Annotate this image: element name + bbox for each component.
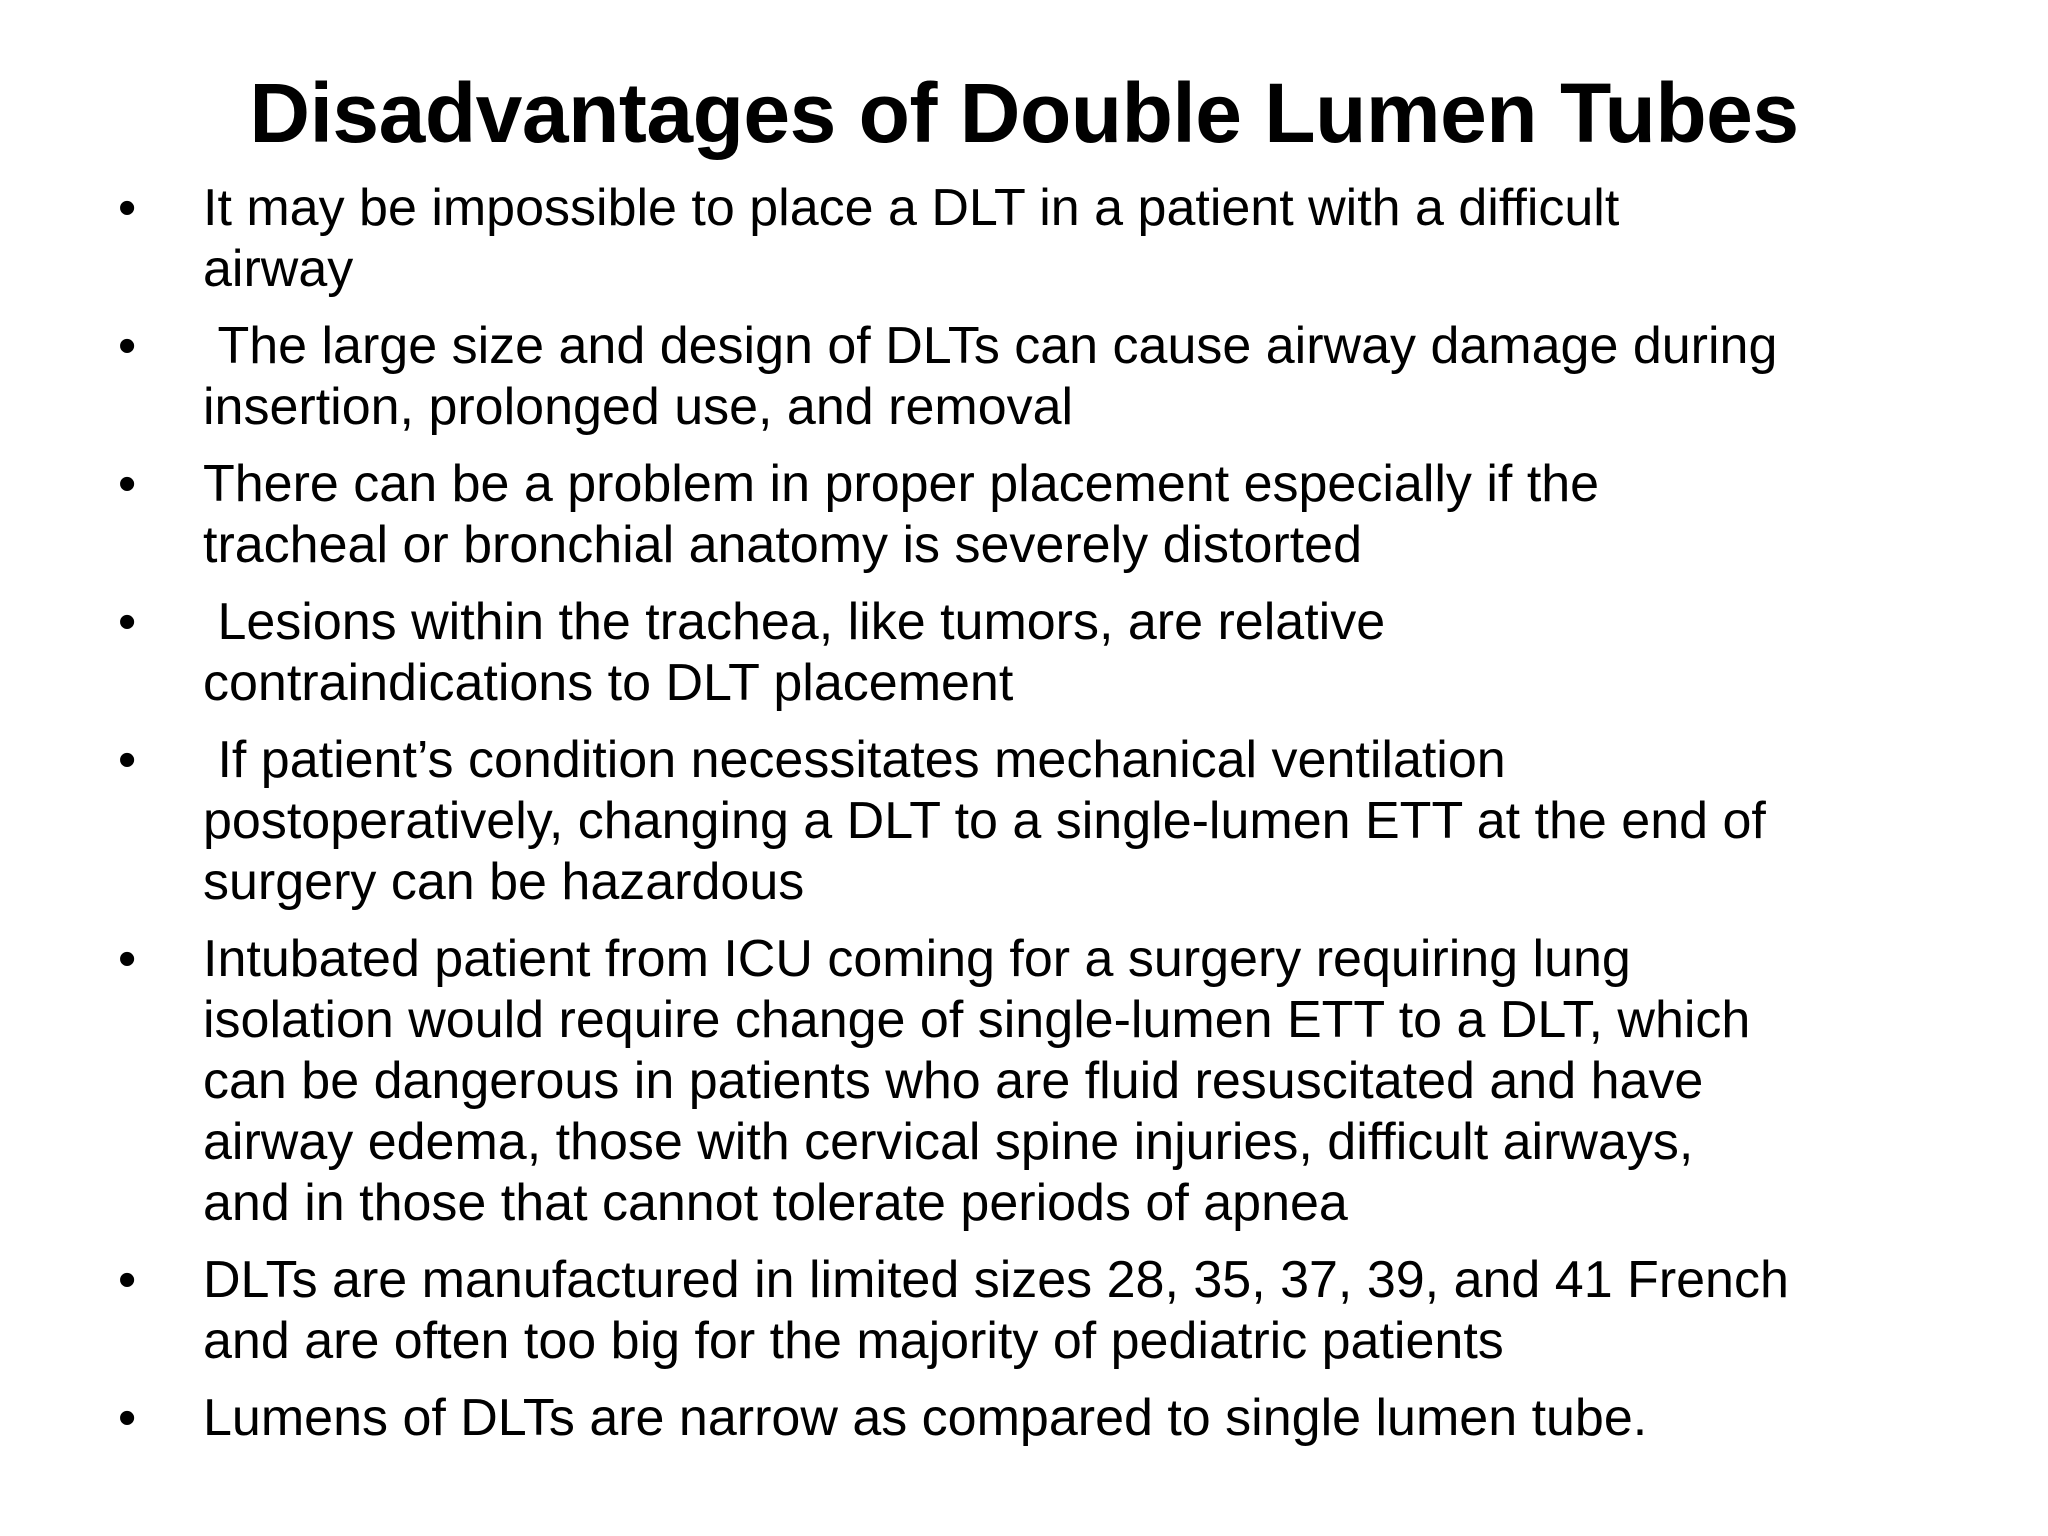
bullet-icon: •: [118, 731, 137, 789]
bullet-item: [0, 929, 2048, 1234]
bullet-text: Intubated patient from ICU coming for a surgery requiring lung isolation would require change of single-lumen ETT to a DLT, which can be dangerous in patients who are fluid resuscitated and have airway edema, those with cervical spine injuries, difficult airways, and in those that cannot tolerate periods of apnea: [203, 930, 1751, 1232]
bullet-icon: •: [118, 930, 137, 988]
bullet-item: [0, 730, 2048, 913]
bullet-item: [0, 1250, 2048, 1372]
slide-title: Disadvantages of Double Lumen Tubes: [249, 66, 1799, 160]
bullet-text: If patient’s condition necessitates mechanical ventilation postoperatively, changing a DLT to a single-lumen ETT at the end of surgery can be hazardous: [203, 731, 1766, 911]
bullet-list: [0, 178, 2048, 1465]
bullet-text: There can be a problem in proper placement especially if the tracheal or bronchial anatomy is severely distorted: [203, 455, 1600, 574]
bullet-icon: •: [118, 317, 137, 375]
bullet-item: [0, 316, 2048, 438]
bullet-icon: •: [118, 1251, 137, 1309]
bullet-item: [0, 1388, 2048, 1449]
bullet-item: [0, 454, 2048, 576]
bullet-icon: •: [118, 179, 137, 237]
bullet-text: Lumens of DLTs are narrow as compared to single lumen tube.: [203, 1389, 1648, 1447]
bullet-item: [0, 592, 2048, 714]
bullet-text: Lesions within the trachea, like tumors, are relative contraindications to DLT placement: [203, 593, 1386, 712]
bullet-icon: •: [118, 455, 137, 513]
bullet-text: The large size and design of DLTs can cause airway damage during insertion, prolonged use, and removal: [203, 317, 1778, 436]
bullet-icon: •: [118, 593, 137, 651]
bullet-text: DLTs are manufactured in limited sizes 28, 35, 37, 39, and 41 French and are often too big for the majority of pediatric patients: [203, 1251, 1789, 1370]
bullet-text: It may be impossible to place a DLT in a patient with a difficult airway: [203, 179, 1620, 298]
bullet-item: [0, 178, 2048, 300]
bullet-icon: •: [118, 1389, 137, 1447]
